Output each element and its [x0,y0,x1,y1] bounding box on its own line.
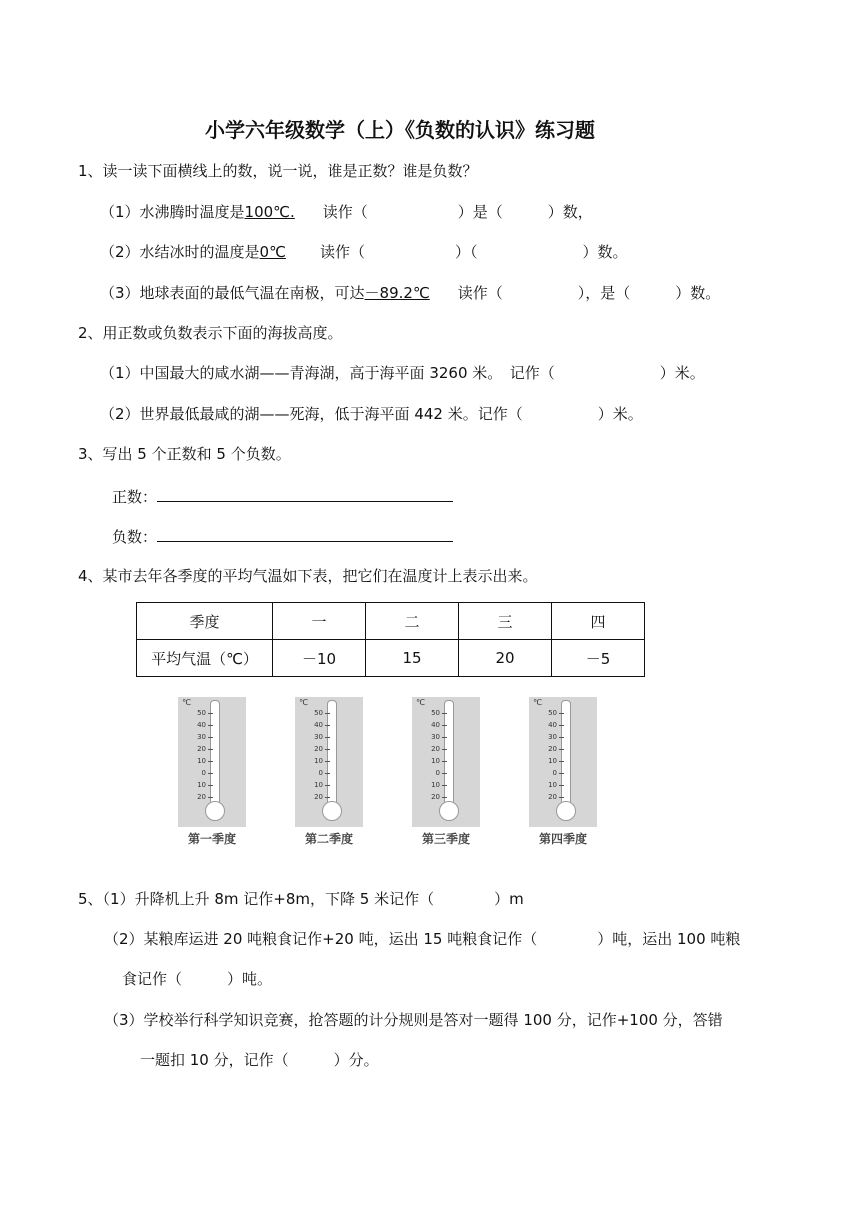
q1-item-2-value: 0℃ [259,243,286,261]
thermometer-unit-label: ℃ [299,698,308,707]
thermometer-tick-label: 20 [431,745,440,753]
thermometer-caption: 第四季度 [538,832,587,846]
thermometer-tube [561,700,571,808]
thermometer-tick-label: 20 [431,793,440,801]
thermometer-tick-mark [559,749,564,750]
thermometer-tick-label: 40 [548,721,557,729]
q5-item-3-line-2: 一题扣 10 分，记作（ ）分。 [140,1051,379,1069]
thermometer-tick-mark [559,785,564,786]
thermometer-tick-label: 10 [548,781,557,789]
page-title: 小学六年级数学（上）《负数的认识》练习题 [205,118,595,142]
q1-item-1-suffix: 读作（ ）是（ ）数， [322,203,593,221]
temperature-table [136,602,645,677]
thermometer-tick-label: 20 [548,793,557,801]
thermometer-tick-label: 10 [197,781,206,789]
table-row [137,640,645,677]
thermometer-tick-mark [325,785,330,786]
q1-item-2 [100,242,627,262]
thermometer-unit-label: ℃ [533,698,542,707]
thermometer-tick-mark [442,725,447,726]
q1-item-2-prefix: （2）水结冰时的温度是 [100,243,260,261]
thermometer-tick-mark [208,749,213,750]
q1-item-3-suffix: 读作（ ），是（ ）数。 [457,284,721,302]
thermometer-tick-label: 10 [314,757,323,765]
q3-positive-row [112,485,453,507]
thermometer-tick-label: 50 [548,709,557,717]
table-cell: －10 [273,640,366,677]
thermometer-tick-label: 0 [318,769,323,777]
thermometer-tick-mark [325,749,330,750]
thermometer-tick-mark [442,761,447,762]
q1-item-2-suffix: 读作（ ）（ ）数。 [319,243,628,261]
thermometer-tick-label: 30 [314,733,323,741]
thermometer-q3[interactable] [412,697,480,827]
table-cell: －5 [552,640,645,677]
thermometer-tick-label: 10 [314,781,323,789]
thermometer-bulb [439,801,459,821]
thermometer-unit-label: ℃ [416,698,425,707]
q3-negative-answer-line[interactable] [157,525,453,542]
thermometer-caption: 第三季度 [421,832,470,846]
table-cell: 20 [459,640,552,677]
thermometer-tick-mark [442,773,447,774]
q1-stem: 1、读一读下面横线上的数，说一说，谁是正数？谁是负数？ [78,162,478,180]
table-cell: 四 [552,603,645,640]
thermometer-q1[interactable] [178,697,246,827]
thermometer-tick-label: 20 [197,745,206,753]
thermometer-tick-mark [559,725,564,726]
thermometer-tick-mark [325,737,330,738]
thermometer-q4[interactable] [529,697,597,827]
thermometer-tick-label: 20 [314,745,323,753]
thermometer-tick-mark [325,773,330,774]
q2-item-2: （2）世界最低最咸的湖——死海，低于海平面 442 米。记作（ ）米。 [100,405,643,423]
thermometer-tick-mark [325,725,330,726]
table-cell: 15 [366,640,459,677]
thermometer-tick-mark [559,797,564,798]
thermometer-bulb [322,801,342,821]
q3-negative-label: 负数： [112,528,158,546]
thermometer-tick-mark [208,713,213,714]
q1-item-3-prefix: （3）地球表面的最低气温在南极，可达 [100,284,365,302]
thermometer-tick-label: 10 [431,757,440,765]
thermometer-tick-mark [559,761,564,762]
thermometer-tick-mark [208,785,213,786]
thermometer-tube [210,700,220,808]
thermometer-tick-label: 20 [314,793,323,801]
thermometer-tick-mark [208,761,213,762]
thermometer-tick-mark [325,713,330,714]
q5-item-1: 5、（1）升降机上升 8m 记作+8m，下降 5 米记作（ ）m [78,890,524,908]
q4-stem: 4、某市去年各季度的平均气温如下表，把它们在温度计上表示出来。 [78,567,538,585]
thermometer-tick-label: 30 [197,733,206,741]
q1-item-1 [100,202,593,222]
q1-item-1-value: 100℃. [244,203,295,221]
q5-item-2-line-1: （2）某粮库运进 20 吨粮食记作+20 吨，运出 15 吨粮食记作（ ）吨，运出 100 吨粮 [104,930,741,948]
thermometer-tick-mark [442,737,447,738]
thermometer-caption: 第二季度 [304,832,353,846]
thermometer-tick-mark [325,797,330,798]
q5-item-3-line-1: （3）学校举行科学知识竞赛，抢答题的计分规则是答对一题得 100 分，记作+100 分，答错 [104,1011,723,1029]
q1-item-3 [100,283,720,303]
q2-item-1: （1）中国最大的咸水湖——青海湖，高于海平面 3260 米。 记作（ ）米。 [100,364,705,382]
thermometer-tube [327,700,337,808]
thermometer-tick-mark [442,713,447,714]
thermometer-bulb [205,801,225,821]
table-cell: 季度 [137,603,273,640]
thermometer-tick-mark [559,713,564,714]
table-cell: 二 [366,603,459,640]
thermometer-tick-mark [208,737,213,738]
thermometer-tick-label: 10 [197,757,206,765]
q5-item-2-line-2: 食记作（ ）吨。 [122,970,273,988]
thermometer-tick-mark [442,797,447,798]
thermometer-tick-label: 50 [314,709,323,717]
thermometer-tick-label: 30 [548,733,557,741]
thermometer-q2[interactable] [295,697,363,827]
thermometer-tick-label: 10 [548,757,557,765]
thermometer-tick-label: 10 [431,781,440,789]
thermometer-tick-label: 40 [314,721,323,729]
q3-stem: 3、写出 5 个正数和 5 个负数。 [78,445,291,463]
thermometer-tick-mark [442,785,447,786]
thermometer-tube [444,700,454,808]
table-cell: 三 [459,603,552,640]
thermometer-tick-mark [208,725,213,726]
table-header-row [137,603,645,640]
q3-positive-label: 正数： [112,488,158,506]
thermometer-unit-label: ℃ [182,698,191,707]
thermometer-tick-label: 20 [197,793,206,801]
thermometer-tick-label: 40 [431,721,440,729]
thermometer-tick-label: 30 [431,733,440,741]
thermometer-tick-mark [208,773,213,774]
q1-item-1-prefix: （1）水沸腾时温度是 [100,203,245,221]
thermometer-tick-label: 0 [201,769,206,777]
thermometer-caption: 第一季度 [187,832,236,846]
thermometer-tick-mark [559,737,564,738]
table-cell: 平均气温（℃） [137,640,273,677]
q2-stem: 2、用正数或负数表示下面的海拔高度。 [78,324,343,342]
thermometer-bulb [556,801,576,821]
thermometer-tick-mark [559,773,564,774]
thermometer-tick-label: 50 [197,709,206,717]
q3-negative-row [112,525,453,547]
table-cell: 一 [273,603,366,640]
thermometer-tick-mark [208,797,213,798]
thermometer-tick-mark [442,749,447,750]
q1-item-3-value: －89.2℃ [364,284,430,302]
thermometer-tick-label: 0 [435,769,440,777]
thermometer-tick-label: 0 [552,769,557,777]
thermometer-tick-mark [325,761,330,762]
thermometer-tick-label: 40 [197,721,206,729]
thermometer-tick-label: 50 [431,709,440,717]
q3-positive-answer-line[interactable] [157,485,453,502]
thermometer-tick-label: 20 [548,745,557,753]
